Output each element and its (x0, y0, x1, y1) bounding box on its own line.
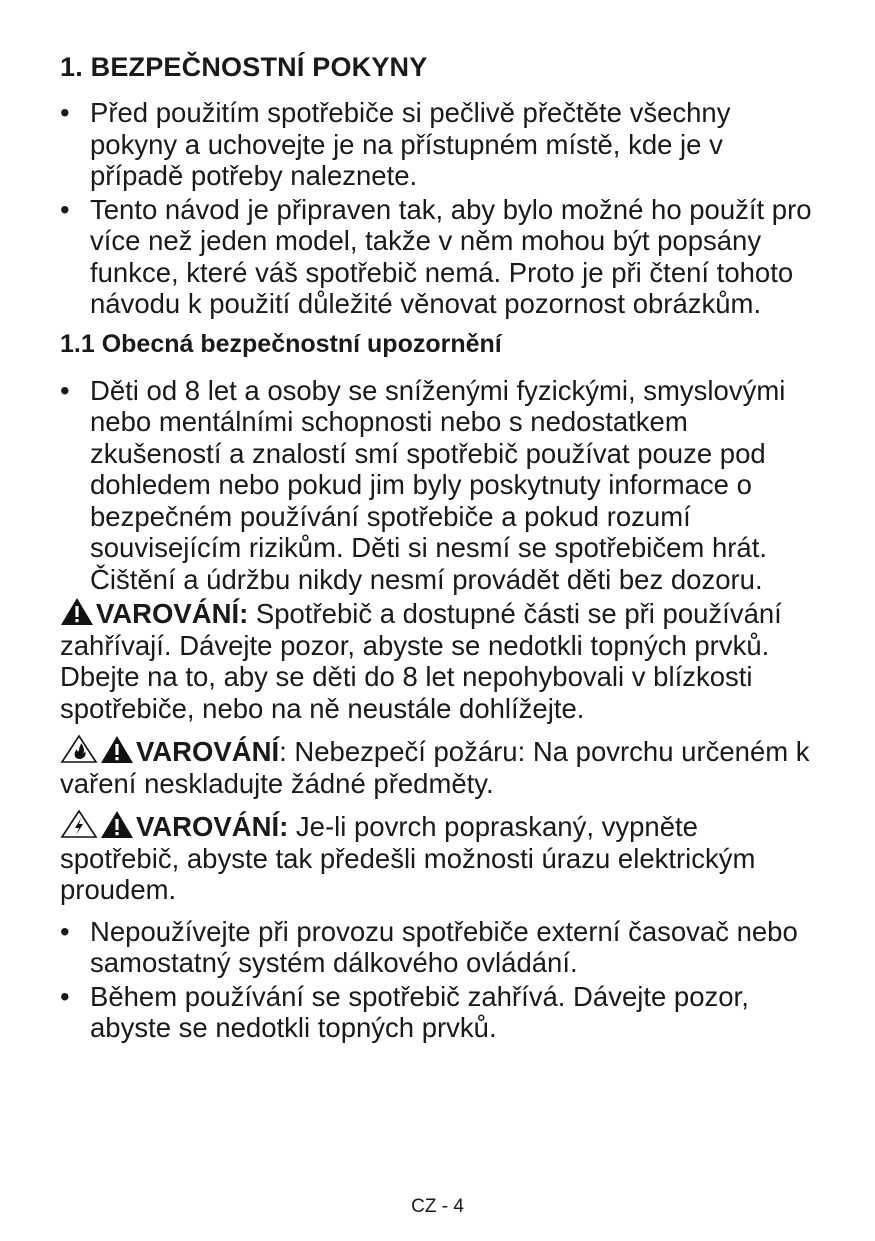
subsection-heading: 1.1 Obecná bezpečnostní upozornění (60, 329, 502, 358)
list-item: • Tento návod je připraven tak, aby bylo možné ho použít pro více než jeden model, takže v něm mohou být popsány funkce, které váš spotřebič nemá. Proto je při čtení tohoto návodu k použití důležité věnovat pozornost obrázkům. (60, 194, 820, 320)
list-item: • Před použitím spotřebiče si pečlivě přečtěte všechny pokyny a uchovejte je na přístupném místě, kde je v případě potřeby naleznete. (60, 97, 820, 192)
section-heading: 1. BEZPEČNOSTNÍ POKYNY (60, 52, 428, 82)
document-page (60, 52, 820, 1046)
warning-triangle-icon (100, 735, 134, 764)
warning-label: VAROVÁNÍ: (136, 811, 289, 842)
warning-text: : Nebezpečí požáru: Na povrchu určeném k vaření neskladujte žádné předměty. (60, 736, 810, 799)
warning-electric (60, 809, 820, 906)
warning-fire (60, 734, 820, 799)
warning-label: VAROVÁNÍ (136, 736, 280, 767)
intro-list (60, 97, 820, 320)
list-item: • Děti od 8 let a osoby se sníženými fyzickými, smyslovými nebo mentálními schopnosti nebo s nedostatkem zkušeností a znalostí smí spotřebič používat pouze pod dohledem nebo pokud jim byly poskytnuty informace o bezpečném používání spotřebiče a pokud rozumí souvisejícím rizikům. Děti si nesmí se spotřebičem hrát. Čištění a údržbu nikdy nesmí provádět děti bez dozoru. (60, 375, 820, 596)
warning-label: VAROVÁNÍ: (96, 598, 249, 629)
warning-text: Spotřebič a dostupné části se při používání zahřívají. Dávejte pozor, abyste se nedotkli topných prvků. Dbejte na to, aby se děti do 8 let nepohybovali v blízkosti spotřebiče, nebo na ně neustále dohlížejte. (60, 598, 782, 724)
warning-triangle-icon (60, 597, 94, 626)
warning-text: Je-li povrch popraskaný, vypněte spotřebič, abyste tak předešli možnosti úrazu elektrickým proudem. (60, 811, 756, 905)
final-list (60, 916, 820, 1044)
list-item: • Nepoužívejte při provozu spotřebiče externí časovač nebo samostatný systém dálkového ovládání. (60, 916, 820, 979)
children-list (60, 375, 820, 596)
warning-heat (60, 597, 820, 724)
page-number: CZ - 4 (411, 1196, 464, 1217)
warning-triangle-icon (100, 810, 134, 839)
electric-shock-icon (60, 809, 98, 839)
fire-hazard-icon (60, 734, 98, 764)
list-item: • Během používání se spotřebič zahřívá. Dávejte pozor, abyste se nedotkli topných prvků. (60, 981, 820, 1044)
